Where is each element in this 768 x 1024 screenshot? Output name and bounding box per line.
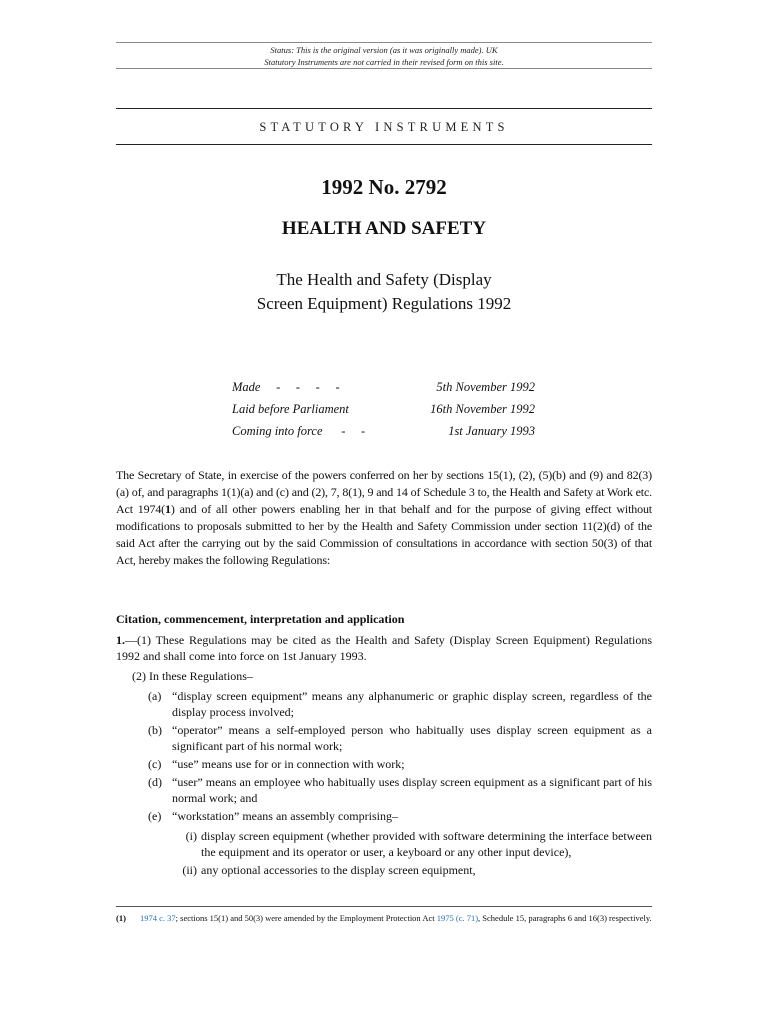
series-bottom-rule — [116, 144, 652, 145]
regulation-number: 1. — [116, 633, 125, 647]
item-mark: (d) — [148, 775, 162, 789]
date-row-made — [232, 380, 535, 402]
sub-item-ii — [182, 862, 652, 878]
sub-item-text: display screen equipment (whether provided with software determining the interface between the equipment and its operator or user, a keyboard or any other input device), — [201, 829, 652, 859]
date-value: 1st January 1993 — [448, 424, 535, 438]
para-1-text: —(1) These Regulations may be cited as the Health and Safety (Display Screen Equipment) Regulations 1992 and shall come into force on 1st January 1993. — [116, 633, 652, 663]
item-mark: (b) — [148, 723, 162, 737]
title-line-1: The Health and Safety (Display — [276, 270, 492, 289]
date-value: 5th November 1992 — [436, 380, 535, 394]
item-text: “operator” means a self-employed person who habitually uses display screen equipment as a significant part of his normal work; — [172, 723, 652, 753]
footnote-link-1974[interactable]: 1974 c. 37 — [140, 913, 176, 923]
series-heading: STATUTORY INSTRUMENTS — [259, 120, 509, 134]
date-value: 16th November 1992 — [430, 402, 535, 416]
date-row-laid — [232, 402, 535, 424]
status-line-2: Statutory Instruments are not carried in their revised form on this site. — [264, 57, 504, 67]
dates-table — [232, 380, 535, 446]
instrument-title — [116, 268, 652, 316]
instrument-number: 1992 No. 2792 — [321, 175, 447, 199]
title-line-2: Screen Equipment) Regulations 1992 — [256, 294, 512, 313]
regulation-1-para-1 — [116, 632, 652, 664]
item-text: “workstation” means an assembly comprising– — [172, 809, 398, 823]
footnote-ref[interactable]: 1 — [165, 502, 171, 516]
date-label: Coming into force - - — [232, 424, 366, 438]
sub-item-mark: (i) — [185, 829, 197, 843]
footnote-text-2: , Schedule 15, paragraphs 6 and 16(3) respectively. — [478, 913, 652, 923]
item-text: “use” means use for or in connection with work; — [172, 757, 405, 771]
preamble — [116, 467, 652, 569]
sub-item-text: any optional accessories to the display screen equipment, — [201, 863, 476, 877]
status-bottom-rule — [116, 68, 652, 69]
item-mark: (c) — [148, 757, 162, 771]
preamble-part-2: ) and of all other powers enabling her in that behalf and for the purpose of giving effect without modifications to proposals submitted to her by the Health and Safety Commission under section 11(2)(d) of the said Act after the carrying out by the said Commission of consultations in accordance with section 50(3) of that Act, hereby makes the following Regulations: — [116, 502, 652, 567]
series-top-rule — [116, 108, 652, 109]
footnote-text — [140, 912, 652, 924]
footnote-text-1: ; sections 15(1) and 50(3) were amended by the Employment Protection Act — [175, 913, 437, 923]
footnote-rule — [116, 906, 652, 907]
item-mark: (a) — [148, 689, 162, 703]
status-note — [116, 44, 652, 68]
date-label: Laid before Parliament — [232, 402, 349, 416]
subject-heading: HEALTH AND SAFETY — [281, 218, 487, 239]
date-row-force — [232, 424, 535, 446]
footnote-link-c71[interactable]: (c. 71) — [455, 913, 479, 923]
regulation-1-para-2: (2) In these Regulations– — [132, 669, 253, 683]
sub-item-mark: (ii) — [182, 863, 197, 877]
sub-item-i — [185, 828, 652, 860]
status-top-rule — [116, 42, 652, 43]
footnote-mark: (1) — [116, 913, 126, 923]
item-text: “user” means an employee who habitually uses display screen equipment as a significant part of his normal work; and — [172, 775, 652, 805]
preamble-part-1: The Secretary of State, in exercise of the powers conferred on her by sections 15(1), (2), (5)(b) and (9) and 82(3)(a) of, and paragraphs 1(1)(a) and (c) and (2), 7, 8(1), 9 and 14 of Schedule 3 to, the Health and Safety at Work etc. Act 1974( — [116, 468, 652, 516]
status-line-1: Status: This is the original version (as it was originally made). UK — [270, 45, 498, 55]
item-mark: (e) — [148, 809, 162, 823]
date-label: Made - - - - — [232, 380, 340, 394]
item-text: “display screen equipment” means any alphanumeric or graphic display screen, regardless of the display process involved; — [172, 689, 652, 719]
section-heading: Citation, commencement, interpretation and application — [116, 612, 405, 626]
footnote-link-1975[interactable]: 1975 — [436, 913, 454, 923]
